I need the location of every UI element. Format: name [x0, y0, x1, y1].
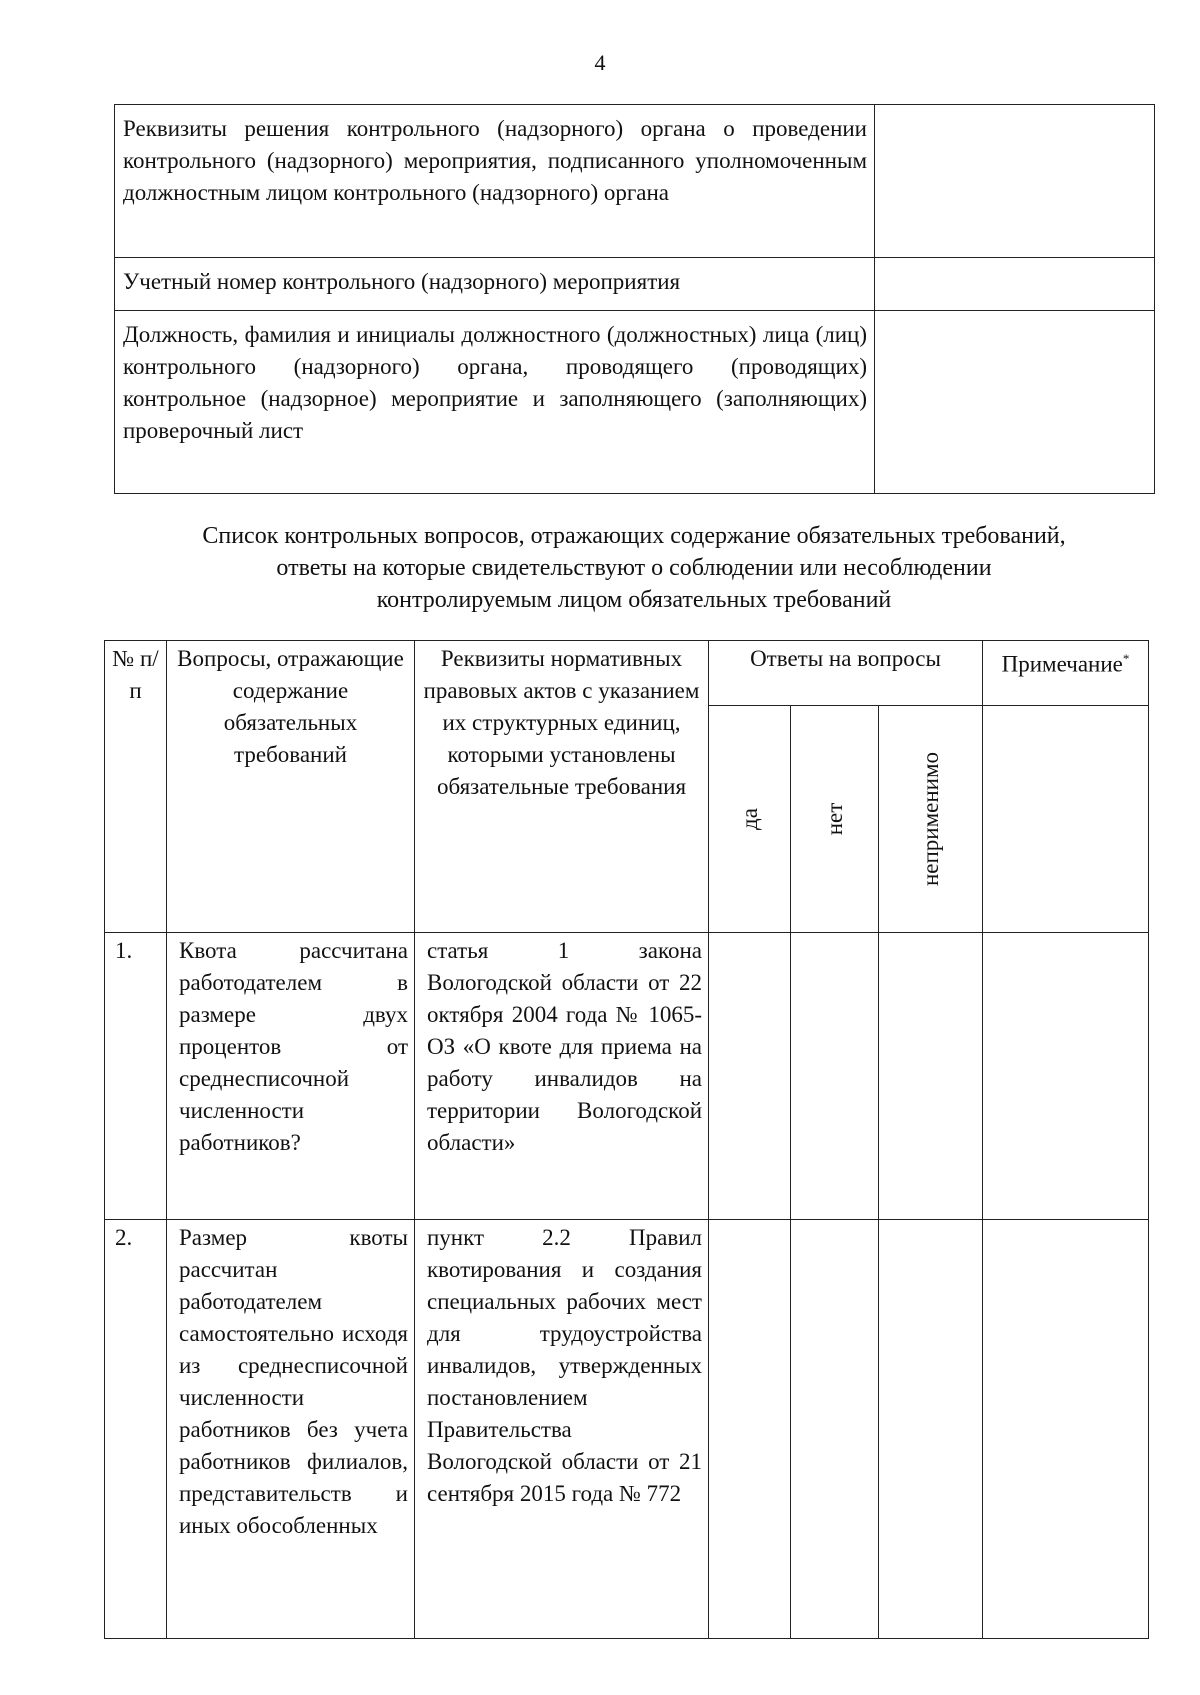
header-yes: да — [736, 808, 762, 830]
row-num: 2. — [105, 1220, 167, 1639]
header-note-mark: * — [1122, 651, 1130, 666]
row-requisites: статья 1 закона Вологодской области от 22 октября 2004 года № 1065-ОЗ «О квоте для приема на работу инвалидов на территории Вологодской области» — [415, 933, 709, 1220]
header-yes-cell — [709, 706, 791, 933]
row-question: Квота рассчитана работодателем в размере двух процентов от среднесписочной численности работников? — [167, 933, 415, 1220]
header-note — [983, 641, 1149, 706]
checklist-header-row — [105, 641, 1149, 706]
header-requisites: Реквизиты нормативных правовых актов с указанием их структурных единиц, которыми установлены обязательные требования — [415, 641, 709, 933]
header-no: нет — [821, 802, 847, 836]
info-row-registration — [115, 258, 1155, 311]
info-label-decision: Реквизиты решения контрольного (надзорного) органа о проведении контрольного (надзорного) мероприятия, подписанного уполномоченным должностным лицом контрольного (надзорного) органа — [115, 105, 875, 258]
info-label-inspector: Должность, фамилия и инициалы должностного (должностных) лица (лиц) контрольного (надзорного) органа, проводящего (проводящих) контрольное (надзорное) мероприятие и заполняющего (заполняющих) проверочный лист — [115, 311, 875, 494]
row-answer-yes — [709, 933, 791, 1220]
list-heading-line: контролируемым лицом обязательных требований — [376, 587, 892, 613]
info-row-inspector — [115, 311, 1155, 494]
info-value-decision — [875, 105, 1155, 258]
info-table — [114, 104, 1155, 494]
header-note-blank — [983, 706, 1149, 933]
page-number: 4 — [594, 50, 606, 75]
list-heading-line: ответы на которые свидетельствуют о соблюдении или несоблюдении — [276, 555, 992, 581]
table-row — [105, 933, 1149, 1220]
row-answer-na — [879, 933, 983, 1220]
row-answer-no — [791, 1220, 879, 1639]
table-row — [105, 1220, 1149, 1639]
header-answers: Ответы на вопросы — [709, 641, 983, 706]
row-answer-na — [879, 1220, 983, 1639]
info-row-decision — [115, 105, 1155, 258]
header-num: № п/п — [105, 641, 167, 933]
row-question: Размер квоты рассчитан работодателем самостоятельно исходя из среднесписочной численности работников без учета работников филиалов, представительств и иных обособленных — [167, 1220, 415, 1639]
header-note-label: Примечание — [1001, 651, 1123, 677]
list-heading — [114, 520, 1154, 616]
header-na: неприменимо — [917, 751, 943, 887]
row-note — [983, 933, 1149, 1220]
info-value-registration — [875, 258, 1155, 311]
list-heading-line: Список контрольных вопросов, отражающих содержание обязательных требований, — [202, 523, 1066, 549]
row-num: 1. — [105, 933, 167, 1220]
checklist-table — [104, 640, 1149, 1639]
header-na-cell — [879, 706, 983, 933]
row-answer-yes — [709, 1220, 791, 1639]
row-answer-no — [791, 933, 879, 1220]
info-label-registration: Учетный номер контрольного (надзорного) мероприятия — [115, 258, 875, 311]
header-question: Вопросы, отражающие содержание обязательных требований — [167, 641, 415, 933]
header-no-cell — [791, 706, 879, 933]
row-note — [983, 1220, 1149, 1639]
info-value-inspector — [875, 311, 1155, 494]
row-requisites: пункт 2.2 Правил квотирования и создания специальных рабочих мест для трудоустройства инвалидов, утвержденных постановлением Правительства Вологодской области от 21 сентября 2015 года № 772 — [415, 1220, 709, 1639]
